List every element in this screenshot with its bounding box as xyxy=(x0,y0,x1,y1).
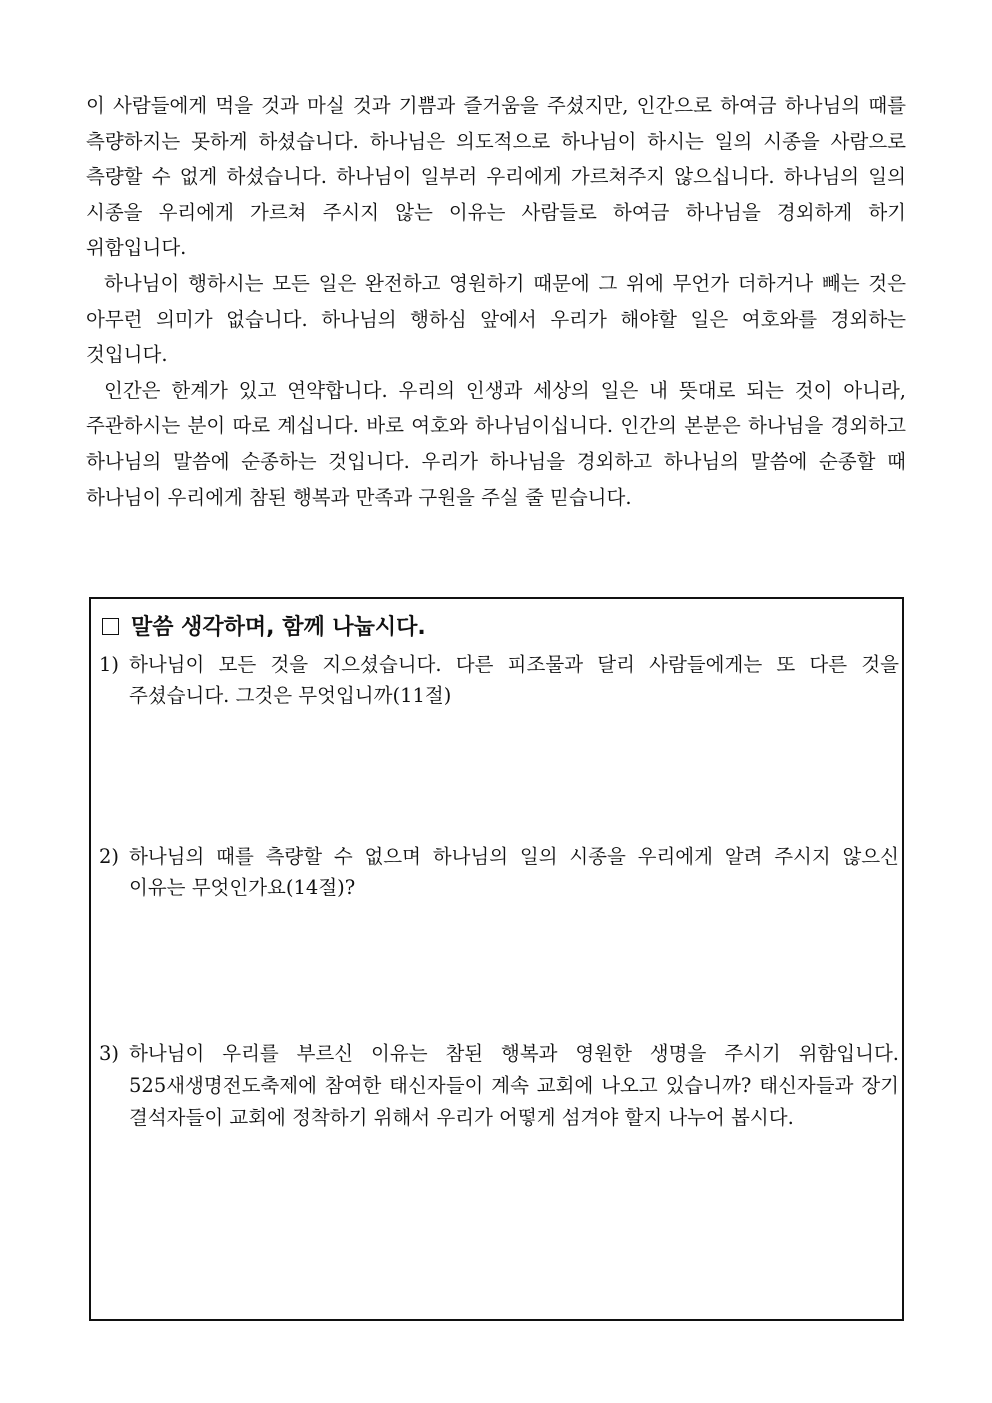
paragraph-1: 이 사람들에게 먹을 것과 마실 것과 기쁨과 즐거움을 주셨지만, 인간으로 하여금 하나님의 때를 측량하지는 못하게 하셨습니다. 하나님은 의도적으로 하나님이 하시는 일의 시종을 사람으로 측량할 수 없게 하셨습니다. 하나님이 일부러 우리에게 가르쳐주지 않으십니다. 하나님의 일의 시종을 우리에게 가르쳐 주시지 않는 이유는 사람들로 하여금 하나님을 경외하게 하기 위함입니다. xyxy=(86,94,906,260)
discussion-box xyxy=(89,597,904,1321)
question-number: 3) xyxy=(99,1042,120,1065)
question-3 xyxy=(99,1038,899,1134)
paragraph-3: 인간은 한계가 있고 연약합니다. 우리의 인생과 세상의 일은 내 뜻대로 되는 것이 아니라, 주관하시는 분이 따로 계십니다. 바로 여호와 하나님이십니다. 인간의 본분은 하나님을 경외하고 하나님의 말씀에 순종하는 것입니다. 우리가 하나님을 경외하고 하나님의 말씀에 순종할 때 하나님이 우리에게 참된 행복과 만족과 구원을 주실 줄 믿습니다. xyxy=(86,378,906,509)
question-text: 하나님이 우리를 부르신 이유는 참된 행복과 영원한 생명을 주시기 위함입니다. 525새생명전도축제에 참여한 태신자들이 계속 교회에 나오고 있습니까? 태신자들과 장기 결석자들이 교회에 정착하기 위해서 우리가 어떻게 섬겨야 할지 나누어 봅시다. xyxy=(129,1042,899,1129)
question-text: 하나님이 모든 것을 지으셨습니다. 다른 피조물과 달리 사람들에게는 또 다른 것을 주셨습니다. 그것은 무엇입니까(11절) xyxy=(129,653,899,707)
question-number: 1) xyxy=(99,653,120,676)
question-2 xyxy=(99,841,899,903)
question-number: 2) xyxy=(99,845,120,868)
question-text: 하나님의 때를 측량할 수 없으며 하나님의 일의 시종을 우리에게 알려 주시지 않으신 이유는 무엇인가요(14절)? xyxy=(129,845,899,899)
square-icon xyxy=(102,618,119,635)
reflection-text xyxy=(86,88,906,515)
question-1 xyxy=(99,649,899,711)
discussion-heading xyxy=(102,613,426,643)
paragraph-2: 하나님이 행하시는 모든 일은 완전하고 영원하기 때문에 그 위에 무언가 더하거나 빼는 것은 아무런 의미가 없습니다. 하나님의 행하심 앞에서 우리가 해야할 일은 여호와를 경외하는 것입니다. xyxy=(86,271,906,367)
discussion-heading-text: 말씀 생각하며, 함께 나눕시다. xyxy=(131,615,426,640)
